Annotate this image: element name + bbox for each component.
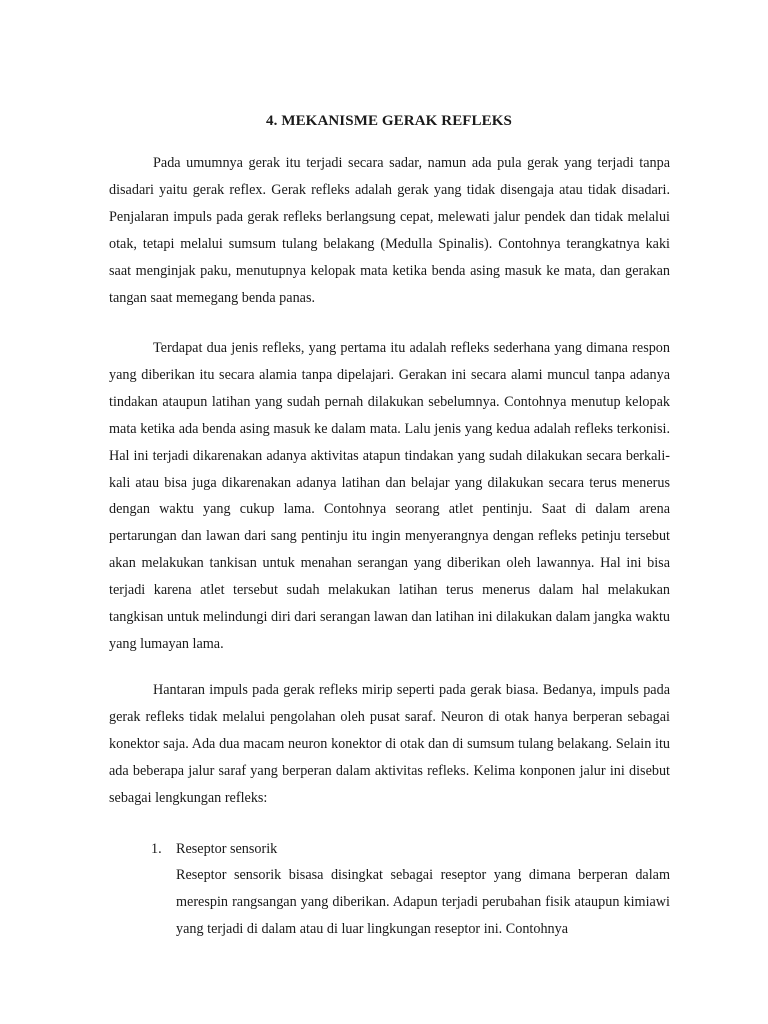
list-item-body: Reseptor sensorik bisasa disingkat sebagai reseptor yang dimana berperan dalam merespin rangsangan yang diberikan. Adapun terjadi perubahan fisik ataupun kimiawi yang terjadi di dalam atau di luar lingkungan reseptor ini. Contohnya xyxy=(176,867,670,937)
list-item-title: Reseptor sensorik xyxy=(176,841,278,857)
paragraph-2: Terdapat dua jenis refleks, yang pertama itu adalah refleks sederhana yang dimana respon yang diberikan itu secara alamia tanpa dipelajari. Gerakan ini secara alami muncul tanpa adanya tindakan ataupun latihan yang sudah pernah dilakukan sebelumnya. Contohnya menutup kelopak mata ketika ada benda asing masuk ke dalam mata. Lalu jenis yang kedua adalah refleks terkonisi. Hal ini terjadi dikarenakan adanya aktivitas atapun tindakan yang sudah dilakukan secara berkali-kali atau bisa juga dikarenakan adanya latihan dan belajar yang dilakukan secara terus menerus dengan waktu yang cukup lama. Contohnya seorang atlet pentinju. Saat di dalam arena pertarungan dan lawan dari sang pentinju itu ingin menyerangnya dengan refleks petinju tersebut akan melakukan tankisan untuk menahan serangan yang diberikan oleh lawannya. Hal ini bisa terjadi karena atlet tersebut sudah melakukan latihan terus menerus dalam hal melakukan tangkisan untuk melindungi diri dari serangan lawan dan latihan ini dilakukan dalam jangka waktu yang lumayan lama. xyxy=(109,340,670,652)
paragraph-1: Pada umumnya gerak itu terjadi secara sadar, namun ada pula gerak yang terjadi tanpa disadari yaitu gerak reflex. Gerak refleks adalah gerak yang tidak disengaja atau tidak disadari. Penjalaran impuls pada gerak refleks berlangsung cepat, melewati jalur pendek dan tidak melalui otak, tetapi melalui sumsum tulang belakang (Medulla Spinalis). Contohnya terangkatnya kaki saat menginjak paku, menutupnya kelopak mata ketika benda asing masuk ke mata, dan gerakan tangan saat memegang benda panas. xyxy=(109,155,670,306)
list-item-number: 1. xyxy=(151,841,162,857)
page-title: 4. MEKANISME GERAK REFLEKS xyxy=(266,113,512,129)
paragraph-3: Hantaran impuls pada gerak refleks mirip seperti pada gerak biasa. Bedanya, impuls pada gerak refleks tidak melalui pengolahan oleh pusat saraf. Neuron di otak hanya berperan sebagai konektor saja. Ada dua macam neuron konektor di otak dan di sumsum tulang belakang. Selain itu ada beberapa jalur saraf yang berperan dalam aktivitas refleks. Kelima konponen jalur ini disebut sebagai lengkungan refleks: xyxy=(109,682,670,806)
